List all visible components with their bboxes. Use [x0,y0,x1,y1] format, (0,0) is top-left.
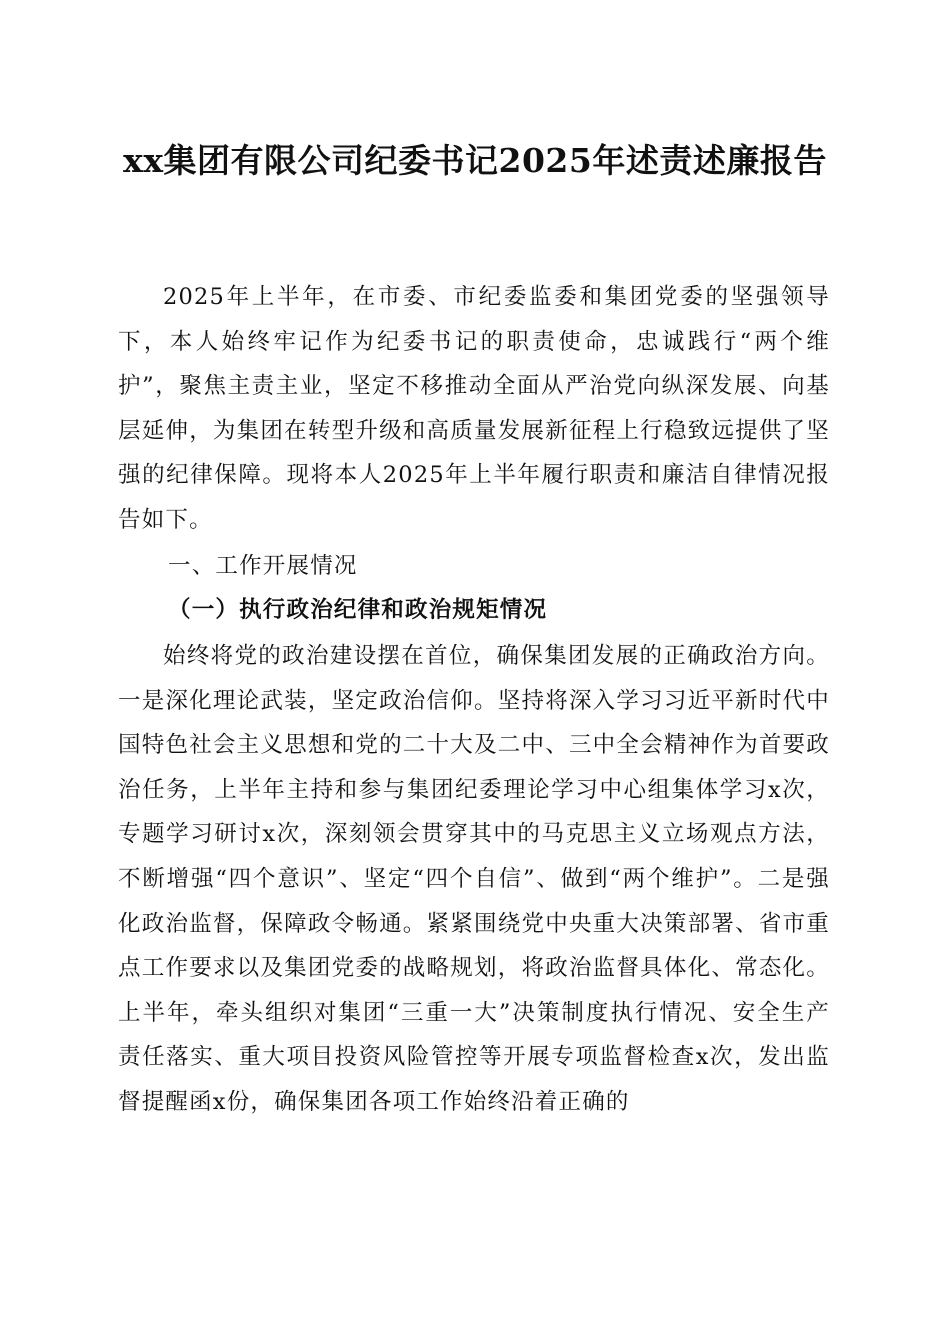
section-heading: 一、工作开展情况 [168,553,358,579]
document-title: xx集团有限公司纪委书记2025年述责述廉报告 [123,141,827,180]
body-paragraph: 始终将党的政治建设摆在首位，确保集团发展的正确政治方向。一是深化理论武装，坚定政治信仰。坚持将深入学习习近平新时代中国特色社会主义思想和党的二十大及二中、三中全会精神作为首要政治任务，上半年主持和参与集团纪委理论学习中心组集体学习x次，专题学习研讨x次，深刻领会贯穿其中的马克思主义立场观点方法，不断增强“四个意识”、坚定“四个自信”、做到“两个维护”。二是强化政治监督，保障政令畅通。紧紧围绕党中央重大决策部署、省市重点工作要求以及集团党委的战略规划，将政治监督具体化、常态化。上半年，牵头组织对集团“三重一大”决策制度执行情况、安全生产责任落实、重大项目投资风险管控等开展专项监督检查x次，发出监督提醒函x份，确保集团各项工作始终沿着正确的 [118,643,830,1115]
intro-paragraph: 2025年上半年，在市委、市纪委监委和集团党委的坚强领导下，本人始终牢记作为纪委书记的职责使命，忠诚践行“两个维护”，聚焦主责主业，坚定不移推动全面从严治党向纵深发展、向基层延伸，为集团在转型升级和高质量发展新征程上行稳致远提供了坚强的纪律保障。现将本人2025年上半年履行职责和廉洁自律情况报告如下。 [118,284,830,533]
subsection-heading: （一）执行政治纪律和政治规矩情况 [168,597,548,623]
